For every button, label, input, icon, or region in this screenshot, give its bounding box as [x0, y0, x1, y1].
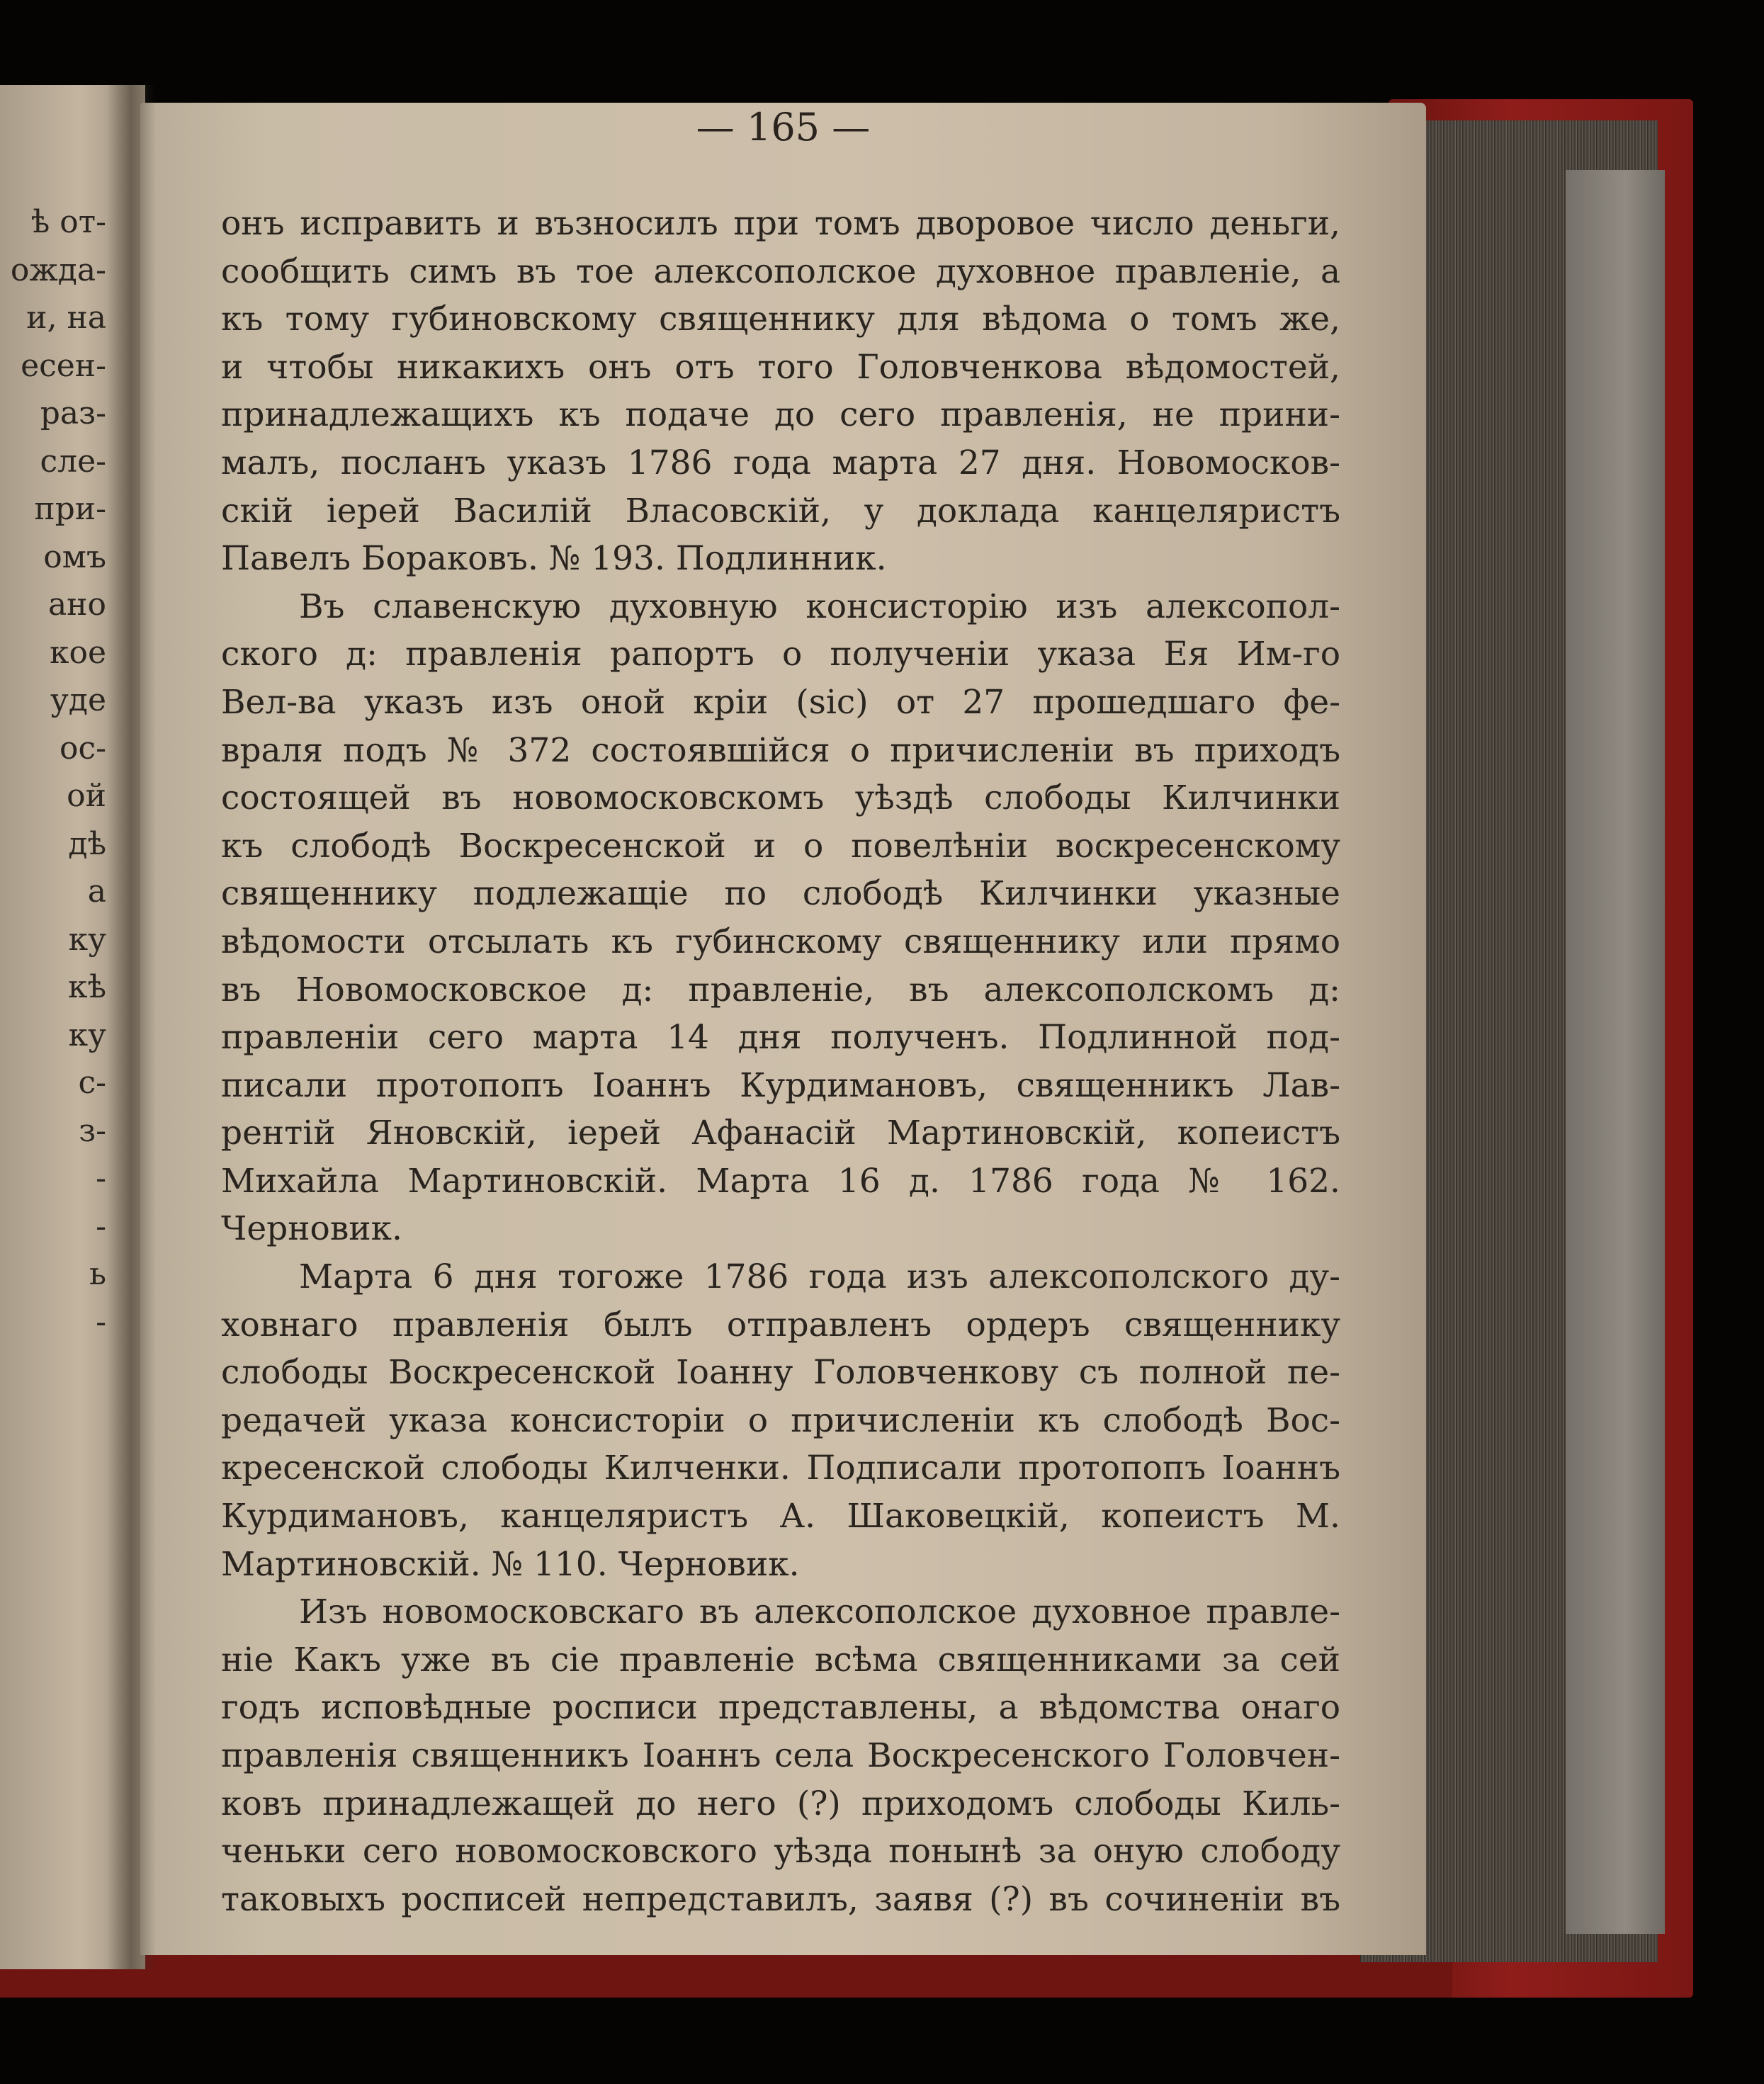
left-page-fragment: кѣ: [67, 969, 106, 1005]
page-edges-highlight: [1566, 170, 1665, 1934]
text-line: рентій Яновскій, іерей Афанасій Мартиновскій, копеистъ: [221, 1114, 1340, 1153]
text-line: Мартиновскій. № 110. Черновик.: [221, 1544, 800, 1584]
left-page-fragment: ой: [67, 778, 106, 814]
text-line: Курдимановъ, канцеляристъ А. Шаковецкій, копеистъ М.: [221, 1497, 1340, 1536]
text-line: писали протопопъ Іоаннъ Курдимановъ, священникъ Лав-: [221, 1065, 1340, 1105]
text-line: въ Новомосковское д: правленіе, въ алексополскомъ д:: [221, 970, 1340, 1009]
text-line: редачей указа консисторіи о причисленіи къ слободѣ Вос-: [221, 1400, 1340, 1440]
left-page-fragment: дѣ: [68, 825, 106, 862]
left-page-fragment: а: [87, 873, 106, 910]
text-line: слободы Воскресенской Іоанну Головченкову съ полной пе-: [221, 1353, 1340, 1393]
text-line: ковъ принадлежащей до него (?) приходомъ слободы Киль-: [221, 1784, 1340, 1823]
page-body-text: [221, 200, 1340, 1923]
text-line: вѣдомости отсылать къ губинскому священнику или прямо: [221, 922, 1340, 961]
text-line: малъ, посланъ указъ 1786 года марта 27 дня. Новомосков-: [221, 443, 1340, 482]
left-page-fragment: з-: [79, 1112, 106, 1149]
text-line: кресенской слободы Килченки. Подписали протопопъ Іоаннъ: [221, 1449, 1340, 1488]
left-page-fragment: уде: [50, 682, 106, 718]
text-line: враля подъ № 372 состоявшійся о причисленіи въ приходъ: [221, 730, 1340, 770]
text-line: Павелъ Бораковъ. № 193. Подлинник.: [221, 539, 887, 579]
text-line: ского д: правленія рапортъ о полученіи указа Ея Им-го: [221, 635, 1340, 674]
text-line: состоящей въ новомосковскомъ уѣздѣ слободы Килчинки: [221, 778, 1340, 818]
text-line: Черновик.: [221, 1209, 402, 1249]
left-page-fragment: ь: [89, 1256, 106, 1292]
left-page-fragment: с-: [78, 1065, 106, 1101]
left-page-fragment: и, на: [26, 300, 106, 336]
left-page-fragment: ос-: [60, 730, 106, 766]
text-line: Изъ новомосковскаго въ алексополское духовное правле-: [299, 1592, 1340, 1632]
left-page-fragment: сле-: [40, 443, 106, 480]
text-line: Въ славенскую духовную консисторію изъ алексопол-: [299, 587, 1340, 626]
left-page-fragment: -: [96, 1160, 106, 1196]
left-page-fragment: ѣ от-: [30, 204, 106, 240]
text-line: сообщить симъ въ тое алексополское духовное правленіе, а: [221, 251, 1340, 291]
page-number: — 165 —: [696, 105, 871, 149]
text-line: годъ исповѣдные росписи представлены, а вѣдомства онаго: [221, 1688, 1340, 1728]
text-line: ховнаго правленія былъ отправленъ ордеръ священнику: [221, 1305, 1340, 1344]
left-page-fragment: -: [96, 1303, 106, 1340]
left-page-fragment: ку: [68, 921, 106, 958]
text-line: таковыхъ росписей непредставилъ, заявя (?) въ сочиненіи въ: [221, 1879, 1340, 1919]
left-page-fragment: ожда-: [10, 251, 106, 288]
text-line: ніе Какъ уже въ сіе правленіе всѣма священниками за сей: [221, 1640, 1340, 1680]
text-line: правленія священникъ Іоаннъ села Воскресенского Головчен-: [221, 1736, 1340, 1775]
text-line: Вел-ва указъ изъ оной кріи (sic) от 27 прошедшаго фе-: [221, 682, 1340, 722]
book-gutter: [106, 85, 156, 1969]
left-page-text-fragments: [0, 198, 106, 1346]
text-line: къ тому губиновскому священнику для вѣдома о томъ же,: [221, 300, 1340, 339]
text-line: ченьки сего новомосковского уѣзда понынѣ за оную слободу: [221, 1832, 1340, 1871]
text-line: священнику подлежащіе по слободѣ Килчинки указные: [221, 874, 1340, 914]
left-page-fragment: есен-: [21, 347, 106, 384]
left-page-fragment: омъ: [43, 538, 106, 575]
text-line: правленіи сего марта 14 дня полученъ. Подлинной под-: [221, 1018, 1340, 1058]
book-cover-bottom: [0, 1955, 1452, 1998]
text-line: и чтобы никакихъ онъ отъ того Головченкова вѣдомостей,: [221, 347, 1340, 387]
left-page-fragment: кое: [49, 634, 106, 671]
left-page-fragment: при-: [34, 491, 106, 527]
left-page-fragment: -: [96, 1208, 106, 1245]
left-page-fragment: ано: [47, 587, 106, 623]
text-line: принадлежащихъ къ подаче до сего правленія, не прини-: [221, 395, 1340, 435]
left-page-fragment: раз-: [40, 395, 106, 431]
text-line: къ слободѣ Воскресенской и о повелѣніи воскресенскому: [221, 826, 1340, 866]
left-page-fragment: ку: [68, 1016, 106, 1053]
text-line: онъ исправить и възносилъ при томъ дворовое число деньги,: [221, 204, 1340, 243]
text-line: Марта 6 дня тогоже 1786 года изъ алексополского ду-: [299, 1257, 1340, 1297]
text-line: скій іерей Василій Власовскій, у доклада канцеляристъ: [221, 491, 1340, 531]
text-line: Михайла Мартиновскій. Марта 16 д. 1786 года № 162.: [221, 1161, 1340, 1201]
